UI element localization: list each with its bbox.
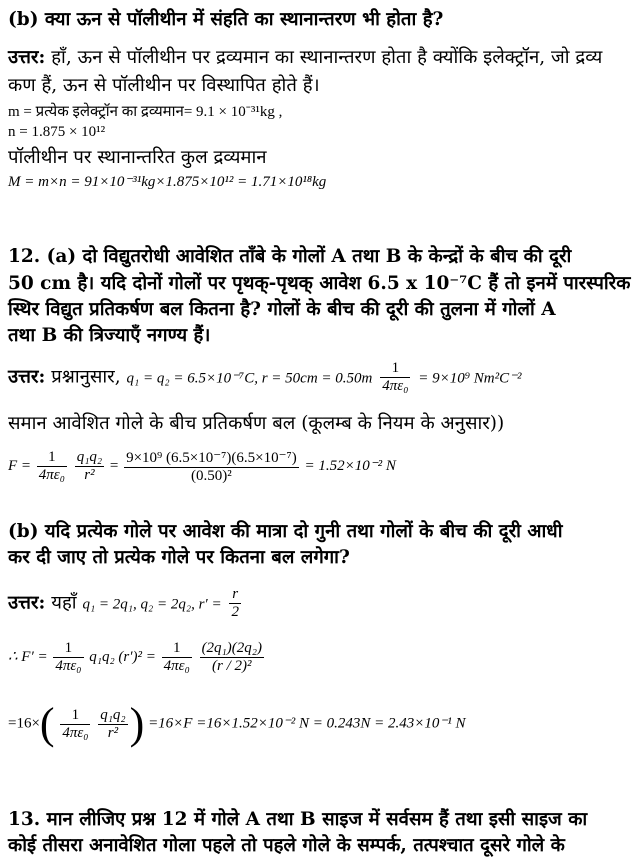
answer-line-1 [8, 44, 602, 69]
fraction-numerator: 1 [172, 640, 181, 656]
force-middle-term: q₁q₂ (r′)² = [89, 648, 156, 665]
answer-text: प्रश्नानुसार, [51, 366, 121, 388]
electron-mass-line: m = प्रत्येक इलेक्ट्रॉन का द्रव्यमान= 9.1 × 10⁻³¹kg , [8, 104, 283, 120]
fraction-denominator: (r / 2)² [200, 657, 264, 675]
final-force-equation [8, 699, 466, 748]
question-12b-line-1: (b) यदि प्रत्येक गोले पर आवेश की मात्रा दो गुनी तथा गोलों के बीच की दूरी आधी [8, 521, 563, 542]
answer-text: हाँ, ऊन से पॉलीथीन पर द्रव्यमान का स्थानान्तरण होता है क्योंकि इलेक्ट्रॉन, जो द्रव्य [45, 47, 603, 68]
final-result: =16×F =16×1.52×10⁻² N = 0.243N = 2.43×10⁻¹ N [148, 715, 466, 732]
fraction-1-over-4pi-e0 [37, 449, 67, 484]
question-12a-line-3: स्थिर विद्युत प्रतिकर्षण बल कितना है? गोलों के बीच की दूरी की तुलना में गोलों A [8, 299, 556, 320]
question-12a-line-1: 12. (a) दो विद्युतरोधी आवेशित ताँबे के गोलों A तथा B के केन्द्रों के बीच की दूरी [8, 246, 572, 267]
fraction-numerator: 1 [71, 706, 80, 723]
answer-label: उत्तर: [8, 592, 46, 614]
question-12a-line-4: तथा B की त्रिज्याएँ नगण्य हैं। [8, 325, 211, 346]
answer-line-2: कण हैं, ऊन से पॉलीथीन पर विस्थापित होते हैं। [8, 75, 320, 96]
fraction-1-over-4pi-e0 [53, 640, 83, 675]
force-equation [8, 448, 396, 485]
question-12b-line-2: कर दी जाए तो प्रत्येक गोले पर कितना बल लगेगा? [8, 547, 350, 568]
fraction-q1q2-over-r2 [75, 449, 104, 484]
fraction-denominator: (0.50)² [124, 467, 299, 485]
fraction-q1q2-over-r2 [98, 707, 127, 742]
force-result: = 1.52×10⁻² N [304, 457, 396, 474]
equals-sign: = [109, 457, 119, 474]
answer-12b-given [8, 586, 243, 621]
fraction-denominator: r² [98, 724, 127, 742]
answer-label: उत्तर: [8, 47, 46, 68]
fraction-1-over-4pi-e0 [162, 640, 192, 675]
constant-fraction [380, 360, 410, 395]
fraction-numerator: 1 [64, 640, 73, 656]
question-text: क्या ऊन से पॉलीथीन में संहति का स्थानान्तरण भी होता है? [44, 9, 444, 30]
total-mass-equation: M = m×n = 91×10⁻³¹kg×1.875×10¹² = 1.71×10¹⁸kg [8, 174, 327, 190]
fraction-doubled-charges [200, 640, 264, 675]
given-charges: q₁ = q₂ = 6.5×10⁻⁷C, r = 50cm = 0.50m [126, 370, 373, 387]
left-paren-icon: ( [39, 699, 55, 748]
coulomb-constant: = 9×10⁹ Nm²C⁻² [418, 370, 522, 387]
fraction-denominator: r² [75, 466, 104, 484]
total-mass-label: पॉलीथीन पर स्थानान्तरित कुल द्रव्यमान [8, 147, 267, 168]
fraction-numeric [124, 448, 299, 485]
fraction-numerator: (2q₁)(2q₂) [201, 640, 262, 656]
fraction-numerator: q₁q₂ [100, 706, 126, 723]
force-lhs: F = [8, 457, 32, 474]
fraction-numerator: 9×10⁹ (6.5×10⁻⁷)(6.5×10⁻⁷) [126, 450, 297, 466]
question-b-mass-transfer [8, 6, 443, 31]
answer-label: उत्तर: [8, 366, 46, 388]
electron-count-line: n = 1.875 × 10¹² [8, 124, 106, 140]
fraction-1-over-4pi-e0 [60, 707, 90, 742]
new-force-equation [8, 640, 266, 675]
fraction-denominator: 4πε₀ [38, 467, 65, 483]
answer-text: यहाँ [51, 592, 77, 614]
answer-12a-given [8, 360, 522, 395]
fraction-denominator: 4πε₀ [55, 658, 82, 674]
fraction-denominator: 2 [231, 604, 239, 620]
question-13-line-1: 13. मान लीजिए प्रश्न 12 में गोले A तथा B साइज में सर्वसम हैं तथा इसी साइज का [8, 809, 588, 830]
fraction-numerator: 1 [48, 449, 56, 465]
fraction-numerator: q₁q₂ [76, 449, 103, 465]
coulomb-law-line: समान आवेशित गोले के बीच प्रतिकर्षण बल (कूलम्ब के नियम के अनुसार)) [8, 413, 505, 434]
question-12a-line-2: 50 cm है। यदि दोनों गोलों पर पृथक्-पृथक् आवेश 6.5 x 10⁻⁷C हैं तो इनमें पारस्परिक [8, 273, 631, 294]
fraction-denominator: 4πε₀ [62, 724, 89, 741]
fraction-numerator: r [232, 586, 239, 602]
fraction-r-over-2 [229, 586, 241, 621]
fraction-denominator: 4πε₀ [163, 658, 190, 674]
given-values: q₁ = 2q₁, q₂ = 2q₂, r′ = [82, 596, 222, 613]
question-13-line-2: कोई तीसरा अनावेशित गोला पहले तो पहले गोले के सम्पर्क, तत्पश्चात दूसरे गोले के [8, 835, 565, 856]
force-lhs: ∴ F′ = [8, 648, 48, 665]
fraction-denominator: 4πε₀ [382, 378, 409, 394]
right-paren-icon: ) [129, 699, 145, 748]
question-label: (b) [8, 9, 39, 30]
multiplier: =16× [8, 715, 40, 732]
fraction-numerator: 1 [391, 360, 400, 376]
